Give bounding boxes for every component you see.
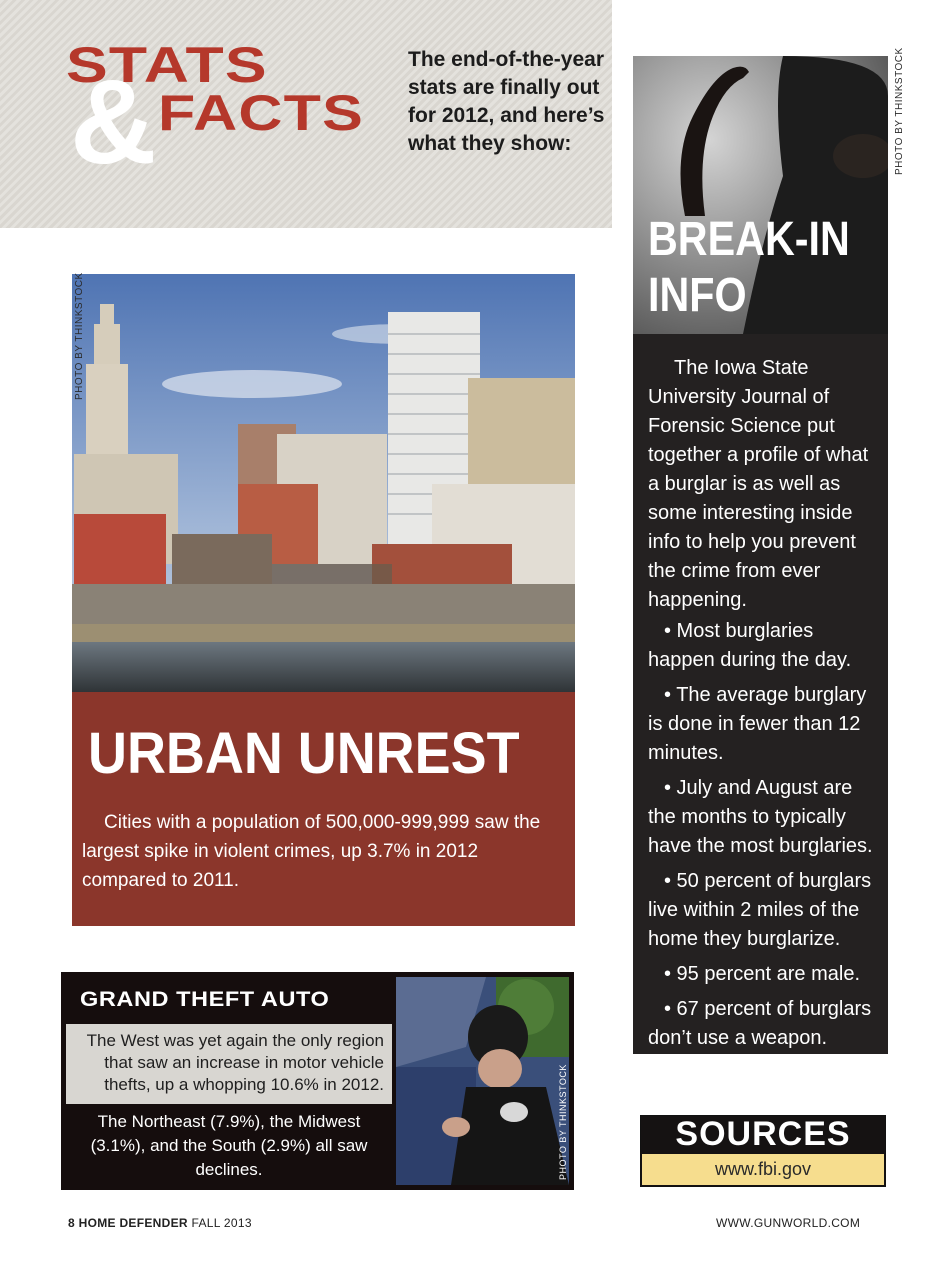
urban-unrest-title: URBAN UNREST xyxy=(88,721,520,786)
stats-heading: STATS xyxy=(66,37,268,93)
grand-theft-auto-title: GRAND THEFT AUTO xyxy=(80,988,330,1011)
break-in-intro: The Iowa State University Journal of Forensic Science put together a profile of what a burglar is as well as some interesting inside info to help you prevent the crime from ever happening. xyxy=(648,357,869,611)
break-in-title-line1: BREAK-IN xyxy=(648,213,850,266)
break-in-title-line2: INFO xyxy=(648,269,747,322)
city-photo-credit xyxy=(74,400,94,420)
break-in-bullet: • The average burglary is done in fewer than 12 minutes. xyxy=(648,684,867,764)
break-in-bullet: • 50 percent of burglars live within 2 miles of the home they burglarize. xyxy=(648,870,872,950)
magazine-name: HOME DEFENDER xyxy=(78,1216,188,1230)
gta-body-west: The West was yet again the only region that saw an increase in motor vehicle thefts, up a whopping 10.6% in 2012. xyxy=(86,1031,384,1094)
burglar-photo-credit-text: PHOTO BY THINKSTOCK xyxy=(894,47,905,175)
facts-heading: FACTS xyxy=(158,85,365,141)
break-in-bullet: • 67 percent of burglars don’t use a weapon. xyxy=(648,998,872,1049)
ampersand: & xyxy=(70,55,157,189)
break-in-body xyxy=(648,354,882,1059)
issue-label: FALL 2013 xyxy=(191,1216,252,1230)
website-url[interactable]: WWW.GUNWORLD.COM xyxy=(716,1216,861,1230)
urban-unrest-body: Cities with a population of 500,000-999,999 saw the largest spike in violent crimes, up 3.7% in 2012 compared to 2011. xyxy=(82,812,541,891)
car-thief-photo xyxy=(396,977,569,1185)
burglar-photo-credit xyxy=(894,47,944,186)
break-in-bullet: • 95 percent are male. xyxy=(664,963,860,985)
car-photo-credit-text: PHOTO BY THINKSTOCK xyxy=(558,1064,568,1180)
folio xyxy=(68,1216,252,1230)
city-skyline-photo xyxy=(72,274,575,692)
sources-title: SOURCES xyxy=(675,1115,851,1153)
gta-body-declines: The Northeast (7.9%), the Midwest (3.1%), and the South (2.9%) all saw declines. xyxy=(90,1112,368,1179)
sources-url-link[interactable]: www.fbi.gov xyxy=(714,1159,812,1179)
page-number: 8 xyxy=(68,1216,75,1230)
break-in-bullet: • Most burglaries happen during the day. xyxy=(648,620,852,671)
break-in-bullet: • July and August are the months to typically have the most burglaries. xyxy=(648,777,873,857)
intro-text: The end-of-the-year stats are finally out for 2012, and here’s what they show: xyxy=(408,48,605,155)
city-photo-credit-text xyxy=(74,380,85,400)
break-in-title xyxy=(648,212,854,324)
